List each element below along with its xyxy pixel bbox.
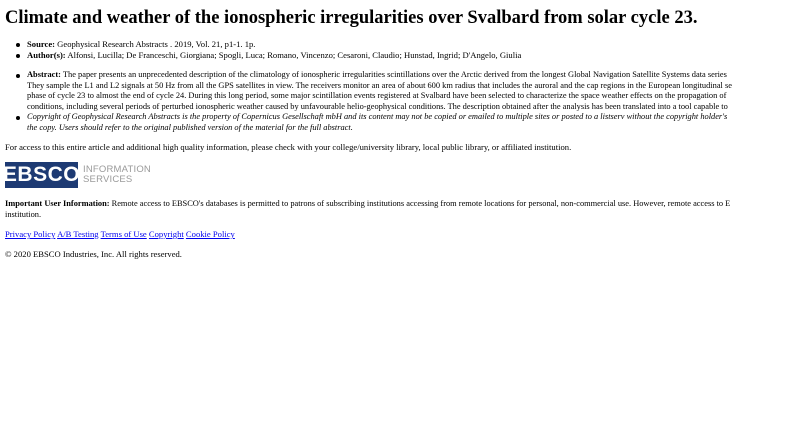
logo-line-1: INFORMATION bbox=[83, 164, 151, 175]
abstract-line-2: They sample the L1 and L2 signals at 50 Hz from all the GPS satellites in view. The receivers monitor an area of about 600 km radius that includes the auroral and the cap regions in the European longitudinal se bbox=[27, 80, 732, 90]
ab-testing-link[interactable]: A/B Testing bbox=[57, 229, 99, 239]
privacy-policy-link[interactable]: Privacy Policy bbox=[5, 229, 56, 239]
abstract-line-1: The paper presents an unprecedented description of the climatology of ionospheric irregularities scintillations over the Arctic derived from the longest Global Navigation Satellite Systems data series bbox=[62, 70, 727, 79]
copyright-notice-line-1: Copyright of Geophysical Research Abstracts is the property of Copernicus Gesellschaft mbH and its content may not be copied or emailed to multiple sites or posted to a listserv without the copyright holder's bbox=[27, 112, 728, 122]
terms-of-use-link[interactable]: Terms of Use bbox=[100, 229, 147, 239]
ebsco-logo-mark: EBSCO bbox=[2, 163, 81, 186]
important-user-information bbox=[5, 199, 790, 220]
copyright-notice-line-2: the copy. Users should refer to the original published version of the material for the full abstract. bbox=[27, 122, 353, 132]
abstract-line-4-row bbox=[5, 102, 790, 113]
copyright-notice-line-2-row bbox=[5, 123, 790, 134]
ebsco-logo bbox=[2, 162, 151, 188]
abstract-line-3-row bbox=[5, 91, 790, 102]
authors-item bbox=[5, 50, 521, 61]
logo-line-2: SERVICES bbox=[83, 174, 133, 185]
source-value: Geophysical Research Abstracts . 2019, Vol. 21, p1-1. 1p. bbox=[57, 39, 256, 49]
access-text: For access to this entire article and additional high quality information, please check with your college/university library, local public library, or affiliated institution. bbox=[5, 142, 572, 152]
footer-links bbox=[5, 229, 235, 240]
important-line-2: institution. bbox=[5, 209, 42, 219]
abstract-line-3: phase of cycle 23 to almost the end of cycle 24. During this long period, some major scintillation events registered at Svalbard have been selected to characterize the space weather effects on the propagation of bbox=[27, 91, 727, 101]
authors-label: Author(s): bbox=[27, 50, 66, 60]
important-line-1: Remote access to EBSCO's databases is permitted to patrons of subscribing institutions accessing from remote locations for personal, non-commercial use. However, remote access to E bbox=[111, 199, 731, 208]
abstract-item bbox=[5, 70, 790, 81]
abstract-label: Abstract: bbox=[27, 70, 61, 79]
abstract-line-4: conditions, including several periods of perturbed ionospheric weather caused by unfavourable helio-geophysical conditions. The description obtained after the analysis has been translated into a tool capable to bbox=[27, 101, 728, 111]
cookie-policy-link[interactable]: Cookie Policy bbox=[185, 229, 235, 239]
copyright-link[interactable]: Copyright bbox=[148, 229, 184, 239]
source-item bbox=[5, 39, 521, 50]
authors-value: Alfonsi, Lucilla; De Franceschi, Giorgiana; Spogli, Luca; Romano, Vincenzo; Cesaroni, Claudio; Hunstad, Ingrid; D'Angelo, Giulia bbox=[67, 50, 522, 60]
article-title: Climate and weather of the ionospheric irregularities over Svalbard from solar cycle 23. bbox=[5, 8, 698, 28]
copyright-notice-item bbox=[5, 112, 790, 123]
important-line-1-row bbox=[5, 199, 790, 210]
article-meta-list bbox=[5, 39, 521, 61]
important-label: Important User Information: bbox=[5, 199, 110, 208]
ebsco-logo-text bbox=[83, 165, 151, 185]
abstract-line-2-row bbox=[5, 81, 790, 92]
source-label: Source: bbox=[27, 39, 56, 49]
abstract-list bbox=[5, 70, 790, 134]
footer-copyright: © 2020 EBSCO Industries, Inc. All rights reserved. bbox=[5, 249, 182, 259]
